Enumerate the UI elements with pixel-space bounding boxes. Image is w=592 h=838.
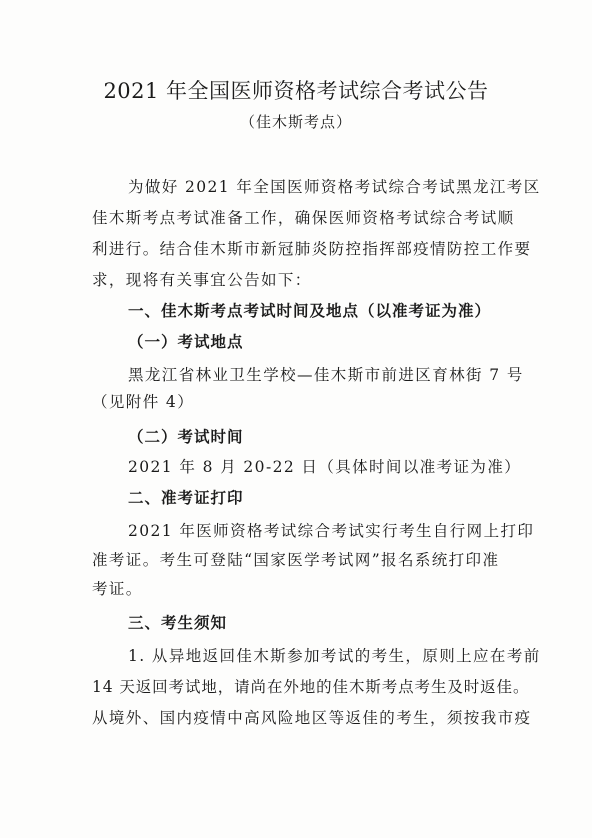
intro-line-2: 佳木斯考点考试准备工作，确保医师资格考试综合考试顺 bbox=[92, 209, 515, 227]
intro-line-1: 为做好 2021 年全国医师资格考试综合考试黑龙江考区 bbox=[128, 178, 541, 196]
document-subtitle: （佳木斯考点） bbox=[239, 113, 352, 131]
section-1-sub-2-line: 2021 年 8 月 20-22 日（具体时间以准考证为准） bbox=[128, 458, 522, 476]
section-2-line-1: 2021 年医师资格考试综合考试实行考生自行网上打印 bbox=[128, 522, 535, 540]
section-1-sub-2-heading: （二）考试时间 bbox=[128, 427, 244, 446]
section-1-sub-1-line-1: 黑龙江省林业卫生学校—佳木斯市前进区育林街 7 号 bbox=[128, 366, 524, 384]
section-3-line-3: 从境外、国内疫情中高风险地区等返佳的考生，须按我市疫 bbox=[92, 709, 532, 727]
section-2-line-2: 准考证。考生可登陆“国家医学考试网”报名系统打印准 bbox=[92, 551, 500, 569]
section-1-sub-1-heading: （一）考试地点 bbox=[128, 332, 244, 351]
section-3-line-1: 1. 从异地返回佳木斯参加考试的考生，原则上应在考前 bbox=[128, 647, 541, 665]
section-3-heading: 三、考生须知 bbox=[128, 613, 228, 632]
section-1-heading: 一、佳木斯考点考试时间及地点（以准考证为准） bbox=[128, 301, 492, 320]
section-3-line-2: 14 天返回考试地，请尚在外地的佳木斯考点考生及时返佳。 bbox=[92, 678, 530, 696]
section-2-line-3: 考证。 bbox=[92, 580, 143, 598]
section-1-sub-1-line-2: （见附件 4） bbox=[92, 393, 195, 411]
section-2-heading: 二、准考证打印 bbox=[128, 488, 244, 507]
intro-line-4: 求，现将有关事宜公告如下： bbox=[92, 271, 312, 289]
document-title: 2021 年全国医师资格考试综合考试公告 bbox=[103, 79, 489, 103]
intro-line-3: 利进行。结合佳木斯市新冠肺炎防控指挥部疫情防控工作要 bbox=[92, 240, 532, 258]
